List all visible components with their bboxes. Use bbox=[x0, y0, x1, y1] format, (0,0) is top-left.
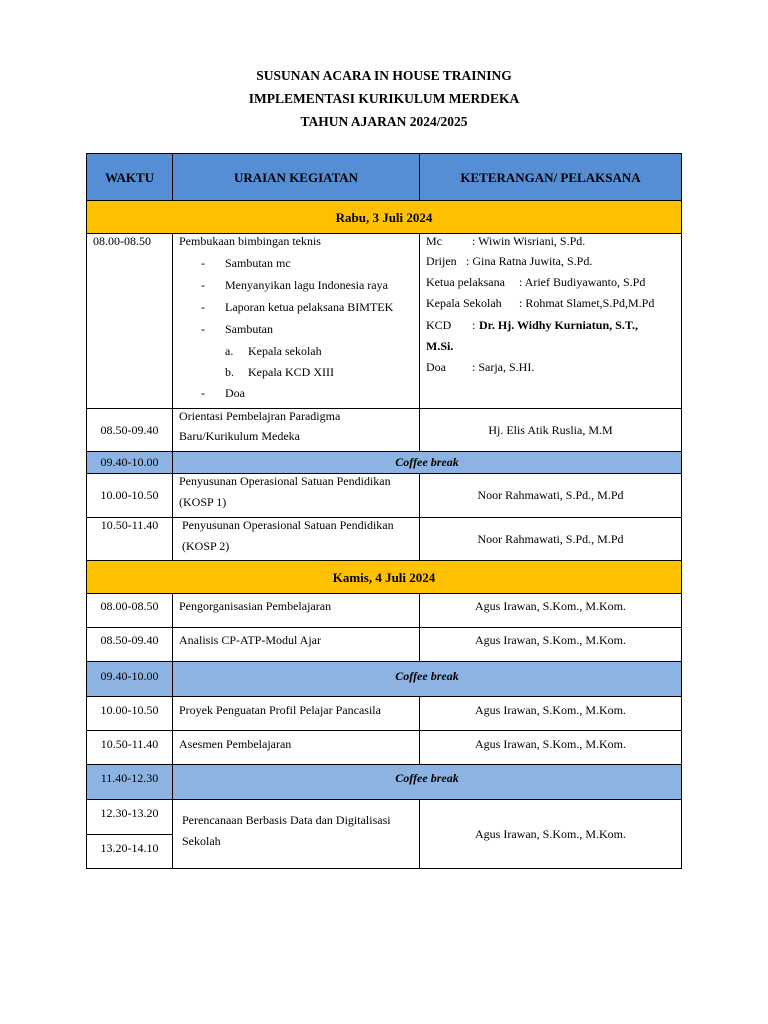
break-time-cell: 09.40-10.00 bbox=[87, 662, 173, 697]
time-cell: 08.00-08.50 bbox=[87, 234, 173, 409]
official-role: KCD bbox=[426, 318, 452, 332]
speaker-cell: Agus Irawan, S.Kom., M.Kom. bbox=[420, 697, 682, 731]
time-cell: 12.30-13.20 bbox=[87, 800, 173, 835]
speaker-cell: Agus Irawan, S.Kom., M.Kom. bbox=[420, 594, 682, 628]
official-name: : Gina Ratna Juwita, S.Pd. bbox=[466, 254, 593, 268]
speaker-cell: Noor Rahmawati, S.Pd., M.Pd bbox=[420, 474, 682, 518]
speaker-cell: Agus Irawan, S.Kom., M.Kom. bbox=[420, 800, 682, 869]
list-bullet: - bbox=[201, 256, 205, 270]
activity-cell: Analisis CP-ATP-Modul Ajar bbox=[173, 628, 420, 662]
official-colon: : bbox=[472, 318, 476, 332]
activity-cell bbox=[173, 409, 420, 452]
list-item: Menyanyikan lagu Indonesia raya bbox=[225, 278, 388, 292]
sublist-marker: a. bbox=[225, 344, 234, 358]
time-cell: 10.00-10.50 bbox=[87, 697, 173, 731]
speaker-cell: Noor Rahmawati, S.Pd., M.Pd bbox=[420, 518, 682, 561]
list-bullet: - bbox=[201, 386, 205, 400]
official-name: Dr. Hj. Widhy Kurniatun, S.T., bbox=[479, 318, 638, 332]
activity-cell bbox=[173, 474, 420, 518]
sublist-item: Kepala KCD XIII bbox=[248, 365, 334, 379]
opening-activity-cell bbox=[173, 234, 420, 409]
list-item: Sambutan mc bbox=[225, 256, 291, 270]
activity-cell: Pengorganisasian Pembelajaran bbox=[173, 594, 420, 628]
coffee-break-label: Coffee break bbox=[173, 452, 682, 474]
opening-title: Pembukaan bimbingan teknis bbox=[179, 234, 321, 248]
activity-line: Sekolah bbox=[182, 834, 221, 848]
official-role: Mc bbox=[426, 234, 442, 248]
speaker-cell: Agus Irawan, S.Kom., M.Kom. bbox=[420, 628, 682, 662]
header-waktu: WAKTU bbox=[87, 154, 173, 201]
time-cell: 08.50-09.40 bbox=[87, 628, 173, 662]
activity-line: Penyusunan Operasional Satuan Pendidikan bbox=[179, 474, 391, 488]
break-time-cell: 11.40-12.30 bbox=[87, 765, 173, 800]
schedule-table bbox=[86, 153, 682, 869]
list-item: Doa bbox=[225, 386, 245, 400]
header-keterangan: KETERANGAN/ PELAKSANA bbox=[420, 154, 682, 201]
time-cell: 10.00-10.50 bbox=[87, 474, 173, 518]
activity-cell: Asesmen Pembelajaran bbox=[173, 731, 420, 765]
sublist-item: Kepala sekolah bbox=[248, 344, 322, 358]
activity-line: Baru/Kurikulum Medeka bbox=[179, 429, 300, 443]
time-cell: 10.50-11.40 bbox=[87, 518, 173, 561]
list-bullet: - bbox=[201, 300, 205, 314]
time-cell: 08.50-09.40 bbox=[87, 409, 173, 452]
list-item: Laporan ketua pelaksana BIMTEK bbox=[225, 300, 394, 314]
official-role: Drijen bbox=[426, 254, 457, 268]
document-title-line-3: TAHUN AJARAN 2024/2025 bbox=[300, 114, 468, 129]
activity-line: Orientasi Pembelajran Paradigma bbox=[179, 409, 341, 423]
time-cell: 10.50-11.40 bbox=[87, 731, 173, 765]
activity-line: (KOSP 2) bbox=[182, 539, 230, 553]
sublist-marker: b. bbox=[225, 365, 234, 379]
list-item: Sambutan bbox=[225, 322, 273, 336]
opening-officials-cell bbox=[420, 234, 682, 409]
activity-line: Penyusunan Operasional Satuan Pendidikan bbox=[182, 518, 394, 532]
official-name: : Wiwin Wisriani, S.Pd. bbox=[472, 234, 586, 248]
coffee-break-label: Coffee break bbox=[173, 662, 682, 697]
day-2-heading: Kamis, 4 Juli 2024 bbox=[87, 561, 682, 594]
document-title-line-2: IMPLEMENTASI KURIKULUM MERDEKA bbox=[248, 91, 520, 106]
official-role: Ketua pelaksana bbox=[426, 275, 505, 289]
official-name: : Arief Budiyawanto, S.Pd bbox=[519, 275, 646, 289]
official-name-continuation: M.Si. bbox=[426, 339, 454, 353]
activity-line: (KOSP 1) bbox=[179, 495, 227, 509]
list-bullet: - bbox=[201, 278, 205, 292]
break-time-cell: 09.40-10.00 bbox=[87, 452, 173, 474]
list-bullet: - bbox=[201, 322, 205, 336]
coffee-break-label: Coffee break bbox=[173, 765, 682, 800]
day-1-heading: Rabu, 3 Juli 2024 bbox=[87, 201, 682, 234]
official-role: Doa bbox=[426, 360, 446, 374]
activity-cell bbox=[173, 800, 420, 869]
time-cell: 08.00-08.50 bbox=[87, 594, 173, 628]
activity-cell bbox=[173, 518, 420, 561]
activity-line: Perencanaan Berbasis Data dan Digitalisasi bbox=[182, 813, 391, 827]
document-title-line-1: SUSUNAN ACARA IN HOUSE TRAINING bbox=[256, 68, 512, 83]
speaker-cell: Hj. Elis Atik Ruslia, M.M bbox=[420, 409, 682, 452]
official-name: : Rohmat Slamet,S.Pd,M.Pd bbox=[519, 296, 655, 310]
official-name: : Sarja, S.HI. bbox=[472, 360, 535, 374]
header-uraian: URAIAN KEGIATAN bbox=[173, 154, 420, 201]
time-cell: 13.20-14.10 bbox=[87, 835, 173, 869]
speaker-cell: Agus Irawan, S.Kom., M.Kom. bbox=[420, 731, 682, 765]
activity-cell: Proyek Penguatan Profil Pelajar Pancasila bbox=[173, 697, 420, 731]
official-role: Kepala Sekolah bbox=[426, 296, 502, 310]
